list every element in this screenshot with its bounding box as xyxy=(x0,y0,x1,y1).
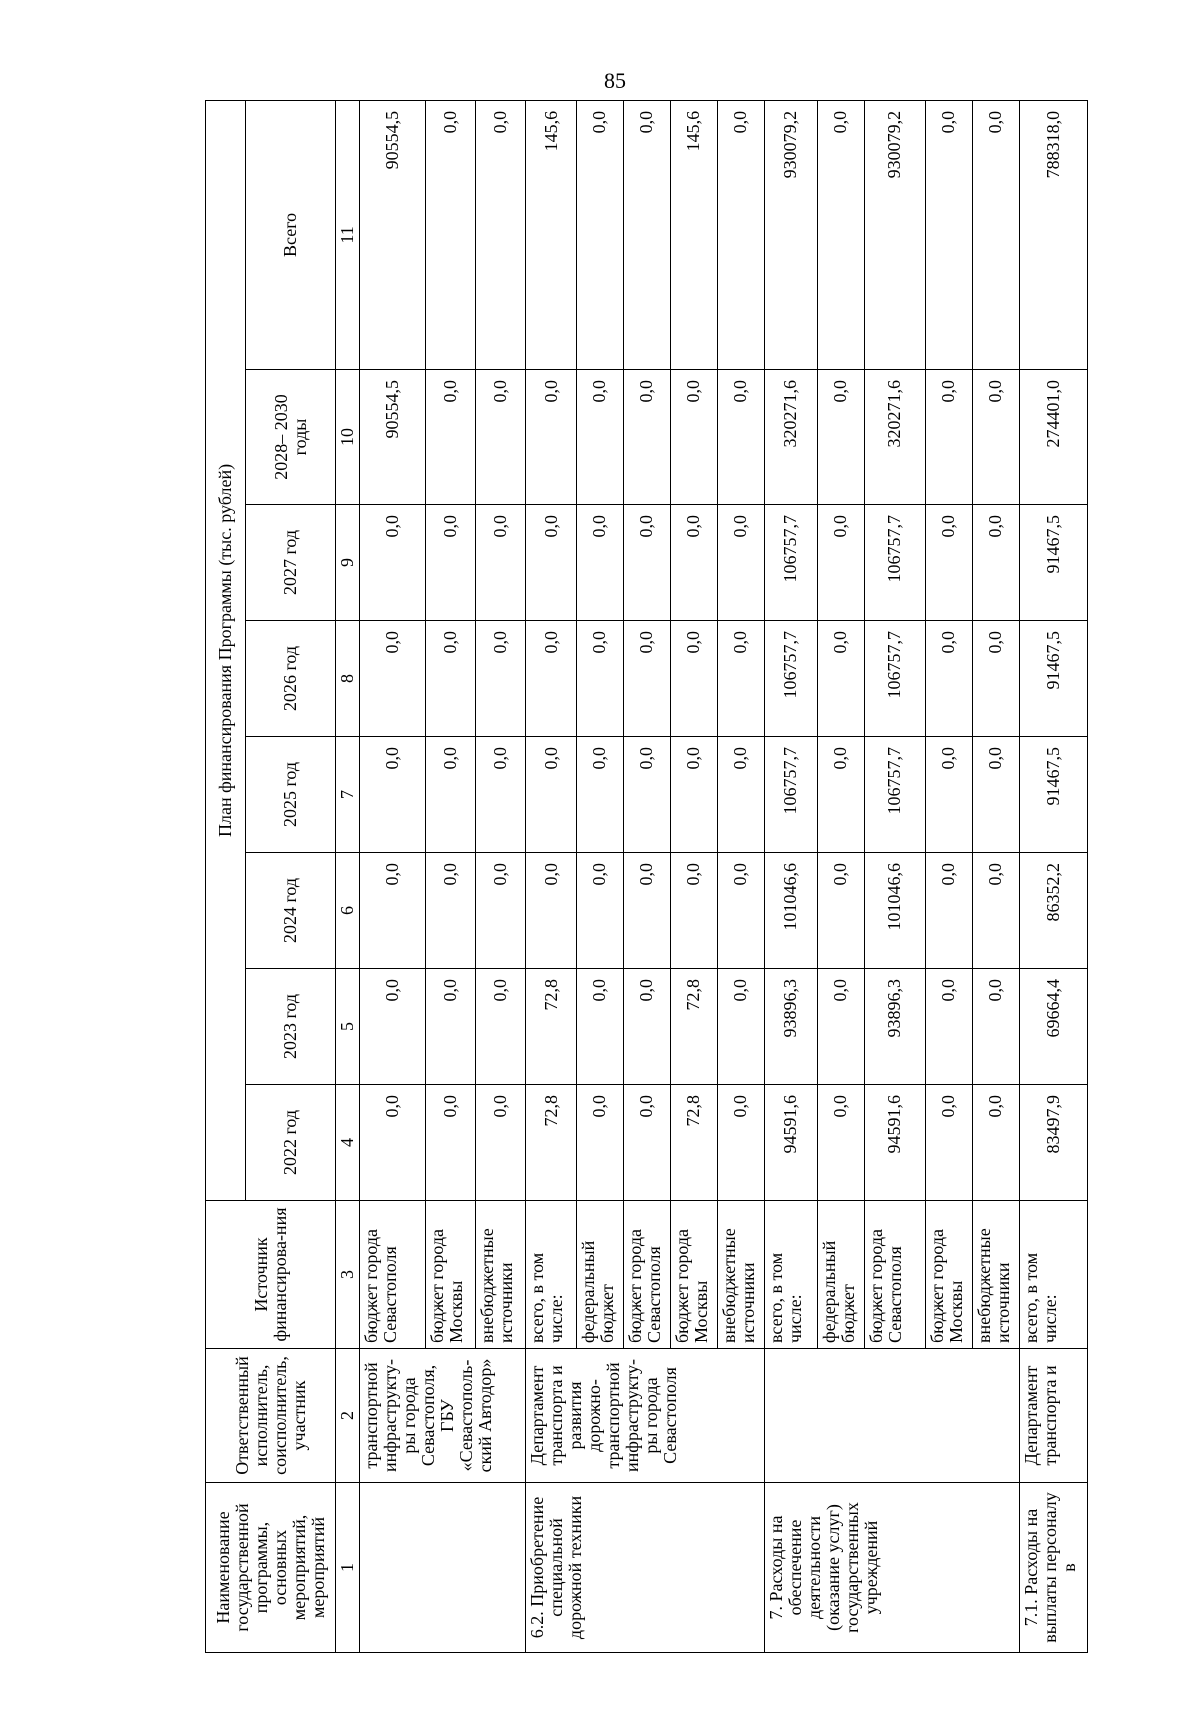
value-cell-2027: 91467,5 xyxy=(1019,505,1087,621)
source-cell: всего, в том числе: xyxy=(1019,1201,1087,1349)
value-cell-total: 0,0 xyxy=(623,100,670,369)
value-cell-2024: 0,0 xyxy=(476,853,526,969)
value-cell-total: 788318,0 xyxy=(1019,100,1087,369)
executor-cell: Департамент транспорта и развития дорожно-транспортной инфраструкту-ры города Севастополя xyxy=(526,1349,765,1483)
header-source: Источник финансирова-ния xyxy=(206,1201,336,1349)
value-cell-2028-2030: 0,0 xyxy=(476,370,526,505)
value-cell-2026: 0,0 xyxy=(925,621,972,737)
value-cell-2026: 0,0 xyxy=(476,621,526,737)
value-cell-2027: 0,0 xyxy=(972,505,1019,621)
value-cell-2023: 0,0 xyxy=(717,969,764,1085)
value-cell-2024: 0,0 xyxy=(425,853,475,969)
table-row xyxy=(764,100,817,1652)
column-number: 9 xyxy=(336,505,360,621)
value-cell-2028-2030: 0,0 xyxy=(670,370,717,505)
value-cell-2024: 0,0 xyxy=(717,853,764,969)
value-cell-2026: 0,0 xyxy=(425,621,475,737)
value-cell-2025: 0,0 xyxy=(972,737,1019,853)
value-cell-2028-2030: 274401,0 xyxy=(1019,370,1087,505)
header-name: Наименование государственной программы, основных мероприятий, мероприятий xyxy=(206,1483,336,1653)
value-cell-2026: 0,0 xyxy=(972,621,1019,737)
value-cell-2022: 0,0 xyxy=(576,1085,623,1201)
value-cell-2022: 72,8 xyxy=(670,1085,717,1201)
value-cell-total: 0,0 xyxy=(817,100,864,369)
value-cell-2027: 0,0 xyxy=(623,505,670,621)
value-cell-2023: 0,0 xyxy=(817,969,864,1085)
value-cell-2024: 0,0 xyxy=(817,853,864,969)
column-number: 1 xyxy=(336,1483,360,1653)
value-cell-2024: 0,0 xyxy=(670,853,717,969)
value-cell-2028-2030: 0,0 xyxy=(972,370,1019,505)
value-cell-2023: 0,0 xyxy=(476,969,526,1085)
value-cell-2023: 72,8 xyxy=(670,969,717,1085)
value-cell-2023: 93896,3 xyxy=(764,969,817,1085)
value-cell-2023: 72,8 xyxy=(526,969,576,1085)
value-cell-2025: 106757,7 xyxy=(864,737,925,853)
measure-name-cell xyxy=(360,1483,526,1653)
table-row xyxy=(360,100,426,1652)
value-cell-2025: 0,0 xyxy=(576,737,623,853)
value-cell-2028-2030: 0,0 xyxy=(717,370,764,505)
source-cell: внебюджетные источники xyxy=(972,1201,1019,1349)
value-cell-2022: 0,0 xyxy=(623,1085,670,1201)
value-cell-2026: 106757,7 xyxy=(864,621,925,737)
value-cell-2022: 0,0 xyxy=(972,1085,1019,1201)
value-cell-2022: 72,8 xyxy=(526,1085,576,1201)
value-cell-2027: 0,0 xyxy=(526,505,576,621)
value-cell-total: 0,0 xyxy=(576,100,623,369)
source-cell: внебюджетные источники xyxy=(476,1201,526,1349)
value-cell-2027: 0,0 xyxy=(576,505,623,621)
header-year-2026: 2026 год xyxy=(246,621,336,737)
value-cell-2024: 0,0 xyxy=(576,853,623,969)
column-number: 8 xyxy=(336,621,360,737)
column-number: 6 xyxy=(336,853,360,969)
executor-cell xyxy=(764,1349,1019,1483)
value-cell-2026: 0,0 xyxy=(717,621,764,737)
source-cell: всего, в том числе: xyxy=(526,1201,576,1349)
header-year-2028-2030: 2028– 2030 годы xyxy=(246,370,336,505)
value-cell-2026: 0,0 xyxy=(526,621,576,737)
value-cell-total: 0,0 xyxy=(476,100,526,369)
executor-cell: транспортной инфраструкту-ры города Севастополя, ГБУ «Севастополь-ский Автодор» xyxy=(360,1349,526,1483)
value-cell-2023: 0,0 xyxy=(972,969,1019,1085)
header-plan: План финансирования Программы (тыс. рублей) xyxy=(206,100,246,1200)
value-cell-2024: 101046,6 xyxy=(764,853,817,969)
column-number: 3 xyxy=(336,1201,360,1349)
source-cell: бюджет города Москвы xyxy=(925,1201,972,1349)
value-cell-2023: 0,0 xyxy=(623,969,670,1085)
value-cell-2027: 0,0 xyxy=(925,505,972,621)
value-cell-total: 145,6 xyxy=(670,100,717,369)
value-cell-total: 0,0 xyxy=(925,100,972,369)
measure-name-cell: 7. Расходы на обеспечение деятельности (оказание услуг) государственных учреждений xyxy=(764,1483,1019,1653)
value-cell-2025: 0,0 xyxy=(817,737,864,853)
column-number: 4 xyxy=(336,1085,360,1201)
value-cell-2024: 101046,6 xyxy=(864,853,925,969)
header-executor: Ответственный исполнитель, соисполнитель, участник xyxy=(206,1349,336,1483)
value-cell-2023: 0,0 xyxy=(360,969,426,1085)
source-cell: бюджет города Москвы xyxy=(670,1201,717,1349)
column-number: 7 xyxy=(336,737,360,853)
value-cell-2028-2030: 0,0 xyxy=(817,370,864,505)
value-cell-2023: 69664,4 xyxy=(1019,969,1087,1085)
value-cell-2027: 0,0 xyxy=(360,505,426,621)
value-cell-2027: 0,0 xyxy=(476,505,526,621)
value-cell-2022: 0,0 xyxy=(425,1085,475,1201)
value-cell-2025: 0,0 xyxy=(526,737,576,853)
page-number: 85 xyxy=(604,68,626,93)
value-cell-2026: 0,0 xyxy=(576,621,623,737)
header-year-2025: 2025 год xyxy=(246,737,336,853)
value-cell-2022: 0,0 xyxy=(476,1085,526,1201)
value-cell-2028-2030: 0,0 xyxy=(425,370,475,505)
value-cell-2024: 0,0 xyxy=(360,853,426,969)
header-year-2027: 2027 год xyxy=(246,505,336,621)
value-cell-2027: 0,0 xyxy=(717,505,764,621)
value-cell-2028-2030: 0,0 xyxy=(925,370,972,505)
value-cell-2022: 0,0 xyxy=(817,1085,864,1201)
value-cell-total: 145,6 xyxy=(526,100,576,369)
value-cell-2023: 0,0 xyxy=(425,969,475,1085)
value-cell-2027: 106757,7 xyxy=(764,505,817,621)
column-number: 11 xyxy=(336,100,360,369)
source-cell: федеральный бюджет xyxy=(817,1201,864,1349)
source-cell: бюджет города Севастополя xyxy=(360,1201,426,1349)
value-cell-2026: 0,0 xyxy=(623,621,670,737)
header-year-2022: 2022 год xyxy=(246,1085,336,1201)
value-cell-2028-2030: 320271,6 xyxy=(864,370,925,505)
value-cell-2026: 0,0 xyxy=(360,621,426,737)
value-cell-2024: 0,0 xyxy=(925,853,972,969)
source-cell: внебюджетные источники xyxy=(717,1201,764,1349)
financing-table xyxy=(205,100,1088,1653)
value-cell-2027: 106757,7 xyxy=(864,505,925,621)
value-cell-total: 930079,2 xyxy=(764,100,817,369)
value-cell-2026: 0,0 xyxy=(817,621,864,737)
value-cell-2028-2030: 320271,6 xyxy=(764,370,817,505)
value-cell-2025: 0,0 xyxy=(476,737,526,853)
value-cell-2025: 0,0 xyxy=(425,737,475,853)
value-cell-2025: 0,0 xyxy=(360,737,426,853)
source-cell: федеральный бюджет xyxy=(576,1201,623,1349)
table-row xyxy=(1019,100,1087,1652)
executor-cell: Департамент транспорта и xyxy=(1019,1349,1087,1483)
source-cell: бюджет города Москвы xyxy=(425,1201,475,1349)
value-cell-2022: 83497,9 xyxy=(1019,1085,1087,1201)
value-cell-2027: 0,0 xyxy=(670,505,717,621)
value-cell-2022: 0,0 xyxy=(360,1085,426,1201)
value-cell-total: 0,0 xyxy=(972,100,1019,369)
measure-name-cell: 7.1. Расходы на выплаты персоналу в xyxy=(1019,1483,1087,1653)
value-cell-2026: 106757,7 xyxy=(764,621,817,737)
column-number: 5 xyxy=(336,969,360,1085)
value-cell-total: 0,0 xyxy=(717,100,764,369)
source-cell: бюджет города Севастополя xyxy=(864,1201,925,1349)
column-numbers-row xyxy=(336,100,360,1652)
value-cell-2025: 0,0 xyxy=(623,737,670,853)
value-cell-2025: 0,0 xyxy=(925,737,972,853)
value-cell-2022: 94591,6 xyxy=(764,1085,817,1201)
value-cell-2025: 0,0 xyxy=(717,737,764,853)
rotated-table-container xyxy=(205,101,1088,1653)
value-cell-2023: 0,0 xyxy=(576,969,623,1085)
value-cell-2024: 0,0 xyxy=(623,853,670,969)
value-cell-total: 0,0 xyxy=(425,100,475,369)
value-cell-2026: 0,0 xyxy=(670,621,717,737)
column-number: 10 xyxy=(336,370,360,505)
value-cell-2027: 0,0 xyxy=(817,505,864,621)
value-cell-2024: 0,0 xyxy=(526,853,576,969)
value-cell-2027: 0,0 xyxy=(425,505,475,621)
header-total: Всего xyxy=(246,100,336,369)
table-row xyxy=(526,100,576,1652)
value-cell-2028-2030: 0,0 xyxy=(623,370,670,505)
value-cell-2028-2030: 0,0 xyxy=(526,370,576,505)
value-cell-total: 90554,5 xyxy=(360,100,426,369)
value-cell-2022: 0,0 xyxy=(717,1085,764,1201)
value-cell-2023: 0,0 xyxy=(925,969,972,1085)
value-cell-2025: 106757,7 xyxy=(764,737,817,853)
value-cell-total: 930079,2 xyxy=(864,100,925,369)
value-cell-2025: 91467,5 xyxy=(1019,737,1087,853)
column-number: 2 xyxy=(336,1349,360,1483)
value-cell-2025: 0,0 xyxy=(670,737,717,853)
value-cell-2023: 93896,3 xyxy=(864,969,925,1085)
source-cell: всего, в том числе: xyxy=(764,1201,817,1349)
header-year-2023: 2023 год xyxy=(246,969,336,1085)
value-cell-2026: 91467,5 xyxy=(1019,621,1087,737)
value-cell-2022: 94591,6 xyxy=(864,1085,925,1201)
measure-name-cell: 6.2. Приобретение специальной дорожной техники xyxy=(526,1483,765,1653)
header-year-2024: 2024 год xyxy=(246,853,336,969)
value-cell-2024: 0,0 xyxy=(972,853,1019,969)
value-cell-2024: 86352,2 xyxy=(1019,853,1087,969)
value-cell-2028-2030: 90554,5 xyxy=(360,370,426,505)
value-cell-2022: 0,0 xyxy=(925,1085,972,1201)
value-cell-2028-2030: 0,0 xyxy=(576,370,623,505)
source-cell: бюджет города Севастополя xyxy=(623,1201,670,1349)
